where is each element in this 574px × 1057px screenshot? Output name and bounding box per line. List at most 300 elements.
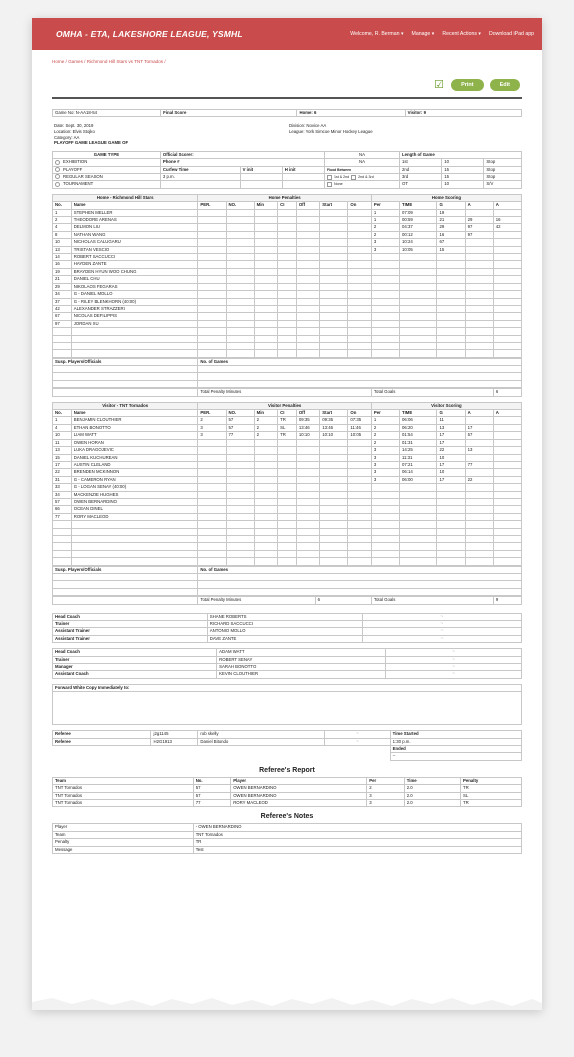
penalty-cell bbox=[296, 528, 319, 535]
penalty-cell bbox=[296, 454, 319, 461]
player-name: BRENDEN MCKINNON bbox=[71, 469, 198, 476]
scoring-cell bbox=[371, 328, 399, 335]
game-type-title: GAME TYPE bbox=[53, 151, 161, 158]
scoring-cell bbox=[371, 484, 399, 491]
home-scoring-title: Home Scoring bbox=[371, 194, 521, 201]
edit-button[interactable]: Edit bbox=[490, 79, 520, 91]
scoring-cell bbox=[399, 535, 437, 542]
col-header: Per bbox=[371, 202, 399, 209]
penalty-cell bbox=[278, 342, 297, 349]
checkmark-icon[interactable]: ☑ bbox=[434, 78, 444, 91]
staff-row bbox=[53, 613, 522, 620]
penalty-cell bbox=[278, 217, 297, 224]
player-number: 11 bbox=[53, 439, 72, 446]
penalty-cell bbox=[296, 231, 319, 238]
visitor-roster-body bbox=[53, 410, 522, 565]
penalty-cell bbox=[320, 506, 348, 513]
penalty-cell bbox=[278, 209, 297, 216]
player-name: DELMON LIU bbox=[71, 224, 198, 231]
penalty-cell bbox=[348, 461, 371, 468]
staff-row bbox=[53, 649, 522, 656]
visitor-total-pim-value: 6 bbox=[315, 597, 371, 604]
player-name: NICHOLAS CALUGARU bbox=[71, 239, 198, 246]
player-name bbox=[71, 335, 198, 342]
player-name bbox=[71, 521, 198, 528]
table-row bbox=[53, 328, 522, 335]
scoring-cell bbox=[371, 543, 399, 550]
staff-name: RICHARD SACCUCCI bbox=[207, 620, 362, 627]
scoring-cell bbox=[399, 328, 437, 335]
player-name: NIKOLAOS FEGARAS bbox=[71, 283, 198, 290]
col-header: On bbox=[348, 202, 371, 209]
player-name: BRAYDEN HYUN WOO CHUNG bbox=[71, 268, 198, 275]
scoring-cell bbox=[371, 261, 399, 268]
penalty-cell bbox=[254, 476, 277, 483]
player-name bbox=[71, 550, 198, 557]
penalty-cell bbox=[226, 313, 254, 320]
player-name: G - DANIEL MOLLO bbox=[71, 291, 198, 298]
note-value: TR bbox=[193, 839, 521, 846]
scoring-cell: 16 bbox=[493, 217, 521, 224]
player-name: HAYDEN ZANTE bbox=[71, 261, 198, 268]
checkbox-icon[interactable] bbox=[327, 182, 332, 187]
note-label: Message bbox=[53, 846, 194, 853]
scoring-cell: 22 bbox=[465, 476, 493, 483]
player-name bbox=[71, 342, 198, 349]
col-header: Min bbox=[254, 202, 277, 209]
penalty-cell bbox=[254, 239, 277, 246]
penalty-cell bbox=[296, 469, 319, 476]
top-nav-bar bbox=[32, 18, 542, 50]
penalty-cell bbox=[320, 521, 348, 528]
table-row bbox=[53, 424, 522, 431]
scoring-cell bbox=[371, 521, 399, 528]
scoring-cell bbox=[465, 268, 493, 275]
scoring-cell: 1 bbox=[371, 217, 399, 224]
scoring-cell bbox=[465, 558, 493, 565]
visitor-penalties-title: Visitor Penalties bbox=[198, 402, 371, 409]
penalty-cell bbox=[198, 268, 226, 275]
col-header: A bbox=[465, 202, 493, 209]
scoring-cell bbox=[437, 276, 465, 283]
scoring-cell bbox=[437, 484, 465, 491]
scoring-cell: 00:12 bbox=[399, 231, 437, 238]
staff-name: SARAH BONOTTO bbox=[217, 663, 386, 670]
scoring-cell: 17 bbox=[437, 461, 465, 468]
penalty-cell bbox=[278, 558, 297, 565]
gametype-playoff[interactable]: PLAYOFF bbox=[53, 166, 161, 173]
scoring-cell bbox=[371, 528, 399, 535]
player-name: G - CAMERON RYAN bbox=[71, 476, 198, 483]
penalty-cell bbox=[296, 342, 319, 349]
penalty-cell bbox=[254, 521, 277, 528]
player-name: BENJAMIN CLOUTHIER bbox=[71, 417, 198, 424]
scoring-cell bbox=[465, 513, 493, 520]
note-value: - OWEN BERNARDINO bbox=[193, 824, 521, 831]
penalty-cell bbox=[348, 268, 371, 275]
nav-menu bbox=[350, 31, 534, 37]
penalty-cell bbox=[320, 484, 348, 491]
scoring-cell bbox=[399, 513, 437, 520]
scoring-cell bbox=[465, 535, 493, 542]
player-number: 1 bbox=[53, 417, 72, 424]
player-name: DANIEL KUCHUREAN bbox=[71, 454, 198, 461]
checkbox-icon[interactable] bbox=[351, 175, 356, 180]
scoring-cell bbox=[371, 291, 399, 298]
penalty-cell bbox=[296, 498, 319, 505]
player-name bbox=[71, 558, 198, 565]
player-number bbox=[53, 558, 72, 565]
player-number: 8 bbox=[53, 231, 72, 238]
penalty-cell bbox=[198, 469, 226, 476]
scoring-cell bbox=[399, 268, 437, 275]
scoring-cell bbox=[465, 550, 493, 557]
scoring-cell bbox=[493, 298, 521, 305]
penalty-cell bbox=[226, 283, 254, 290]
scoring-cell: 3 bbox=[371, 447, 399, 454]
curfew-value: 3 p.m. bbox=[160, 174, 240, 181]
penalty-cell bbox=[320, 298, 348, 305]
scoring-cell bbox=[437, 254, 465, 261]
penalty-cell bbox=[198, 543, 226, 550]
visitor-total-pim: Total Penalty Minutes bbox=[198, 597, 315, 604]
penalty-cell bbox=[226, 350, 254, 357]
player-number: 67 bbox=[53, 313, 72, 320]
radio-icon[interactable] bbox=[55, 160, 60, 165]
time-started-value: 1:30 p.m. bbox=[390, 738, 521, 745]
col-header: Start bbox=[320, 202, 348, 209]
scoring-cell bbox=[371, 491, 399, 498]
nav-recent-actions[interactable]: Recent Actions ▾ bbox=[442, 31, 481, 37]
player-name: RORY MACLEOD bbox=[71, 513, 198, 520]
scoring-cell bbox=[437, 521, 465, 528]
scoring-cell: 07:09 bbox=[399, 209, 437, 216]
penalty-cell bbox=[278, 254, 297, 261]
penalty-cell bbox=[226, 261, 254, 268]
penalty-cell bbox=[278, 498, 297, 505]
scoring-cell bbox=[465, 335, 493, 342]
penalty-cell bbox=[320, 550, 348, 557]
curfew-label: Curfew Time bbox=[160, 166, 240, 173]
table-row bbox=[53, 792, 522, 799]
home-team-title: Home - Richmond Hill Stars bbox=[53, 194, 198, 201]
col-header: Off bbox=[296, 410, 319, 417]
scoring-cell: 2 bbox=[371, 231, 399, 238]
table-row bbox=[53, 320, 522, 327]
official-scorer-label: Official Scorer: bbox=[160, 151, 324, 158]
home-total-goals-value: 6 bbox=[493, 389, 521, 396]
table-row bbox=[53, 469, 522, 476]
penalty-cell bbox=[278, 313, 297, 320]
scoring-cell bbox=[437, 558, 465, 565]
scoring-cell bbox=[493, 469, 521, 476]
penalty-cell bbox=[348, 320, 371, 327]
scoring-cell bbox=[399, 543, 437, 550]
penalty-cell bbox=[320, 498, 348, 505]
scoring-cell bbox=[465, 417, 493, 424]
report-cell: TR bbox=[460, 800, 521, 807]
player-number bbox=[53, 328, 72, 335]
penalty-cell bbox=[348, 239, 371, 246]
scoring-cell bbox=[493, 276, 521, 283]
table-row bbox=[53, 824, 522, 831]
penalty-cell bbox=[226, 558, 254, 565]
player-name bbox=[71, 328, 198, 335]
col-header: Team bbox=[53, 777, 194, 784]
penalty-cell bbox=[278, 491, 297, 498]
penalty-cell bbox=[198, 521, 226, 528]
penalty-cell bbox=[254, 342, 277, 349]
penalty-cell: TR bbox=[278, 417, 297, 424]
phone-value: NA bbox=[324, 159, 399, 166]
penalty-cell bbox=[254, 328, 277, 335]
penalty-cell bbox=[198, 276, 226, 283]
scoring-cell bbox=[371, 320, 399, 327]
print-button[interactable]: Print bbox=[451, 79, 484, 91]
table-row bbox=[53, 217, 522, 224]
gametype-regular-season[interactable]: REGULAR SEASON bbox=[53, 174, 161, 181]
table-row bbox=[53, 785, 522, 792]
scoring-cell: 67 bbox=[437, 239, 465, 246]
penalty-cell bbox=[320, 535, 348, 542]
penalty-cell bbox=[278, 521, 297, 528]
scoring-cell bbox=[399, 320, 437, 327]
penalty-cell bbox=[348, 506, 371, 513]
penalty-cell bbox=[254, 491, 277, 498]
player-number: 10 bbox=[53, 239, 72, 246]
penalty-cell bbox=[278, 350, 297, 357]
scoring-cell: 3 bbox=[371, 246, 399, 253]
staff-role: Trainer bbox=[53, 656, 217, 663]
game-no: Game No: N-AA18-54 bbox=[53, 110, 161, 117]
player-name: TRISTAN VESCIO bbox=[71, 246, 198, 253]
scoring-cell: 10 bbox=[437, 454, 465, 461]
scoring-cell bbox=[437, 320, 465, 327]
scoring-cell bbox=[493, 528, 521, 535]
penalty-cell: 07:35 bbox=[348, 417, 371, 424]
report-cell: 2 bbox=[367, 785, 405, 792]
col-header: Name bbox=[71, 202, 198, 209]
penalty-cell bbox=[198, 506, 226, 513]
nav-manage[interactable]: Manage ▾ bbox=[411, 31, 435, 37]
checkbox-icon[interactable] bbox=[327, 175, 332, 180]
scoring-cell: 3 bbox=[371, 469, 399, 476]
scoring-cell bbox=[437, 328, 465, 335]
penalty-cell bbox=[254, 254, 277, 261]
scoring-cell bbox=[493, 550, 521, 557]
scoring-cell: 10:24 bbox=[399, 239, 437, 246]
scoring-cell bbox=[465, 454, 493, 461]
scoring-cell bbox=[399, 558, 437, 565]
scoring-cell: 3 bbox=[371, 454, 399, 461]
scoring-cell bbox=[371, 298, 399, 305]
game-division: Division: Novice AA bbox=[289, 123, 327, 129]
penalty-cell bbox=[226, 231, 254, 238]
penalty-cell bbox=[278, 305, 297, 312]
penalty-cell bbox=[226, 550, 254, 557]
scoring-cell bbox=[465, 298, 493, 305]
staff-role: Assistant Trainer bbox=[53, 635, 208, 642]
scoring-cell bbox=[399, 291, 437, 298]
staff-row bbox=[53, 635, 522, 642]
radio-icon[interactable] bbox=[55, 182, 60, 187]
penalty-cell bbox=[254, 276, 277, 283]
penalty-cell bbox=[226, 328, 254, 335]
breadcrumb[interactable]: Home / Games / Richmond Hill Stars vs TNT Tornados / bbox=[52, 59, 166, 64]
game-date: Date: Sept. 30, 2019 bbox=[54, 123, 94, 129]
col-header: CI bbox=[278, 410, 297, 417]
radio-icon[interactable] bbox=[55, 174, 60, 179]
report-cell: 77 bbox=[193, 800, 231, 807]
scoring-cell bbox=[437, 506, 465, 513]
report-cell: 57 bbox=[193, 785, 231, 792]
player-name: THEODORE ARENAS bbox=[71, 217, 198, 224]
penalty-cell bbox=[296, 543, 319, 550]
penalty-cell: 09:35 bbox=[320, 417, 348, 424]
table-row bbox=[53, 528, 522, 535]
table-row bbox=[53, 800, 522, 807]
penalty-cell bbox=[320, 461, 348, 468]
col-header: Player bbox=[231, 777, 367, 784]
visitor-scoring-title: Visitor Scoring bbox=[371, 402, 521, 409]
table-row bbox=[53, 432, 522, 439]
penalty-cell bbox=[226, 491, 254, 498]
penalty-cell bbox=[226, 528, 254, 535]
penalty-cell bbox=[320, 543, 348, 550]
scoring-cell bbox=[371, 283, 399, 290]
penalty-cell bbox=[198, 231, 226, 238]
penalty-cell bbox=[198, 439, 226, 446]
penalty-cell bbox=[278, 484, 297, 491]
nav-download-ipad[interactable]: Download iPad app bbox=[489, 31, 534, 37]
penalty-cell: 10:10 bbox=[296, 432, 319, 439]
scoring-cell bbox=[493, 328, 521, 335]
scoring-cell: 01:54 bbox=[399, 432, 437, 439]
penalty-cell bbox=[254, 498, 277, 505]
penalty-cell bbox=[296, 521, 319, 528]
penalty-cell bbox=[320, 231, 348, 238]
player-number bbox=[53, 521, 72, 528]
penalty-cell bbox=[320, 224, 348, 231]
scoring-cell bbox=[399, 313, 437, 320]
radio-icon[interactable] bbox=[55, 167, 60, 172]
penalty-cell: TR bbox=[278, 432, 297, 439]
penalty-cell bbox=[254, 469, 277, 476]
note-label: Player bbox=[53, 824, 194, 831]
penalty-cell bbox=[198, 535, 226, 542]
scoring-cell: 16 bbox=[437, 231, 465, 238]
forward-note: Forward White Copy Immediately to: bbox=[53, 684, 522, 691]
time-ended-label: Ended bbox=[390, 745, 521, 752]
penalty-cell bbox=[198, 328, 226, 335]
scoring-cell bbox=[493, 484, 521, 491]
penalty-cell bbox=[254, 543, 277, 550]
scoring-cell: 15 bbox=[437, 246, 465, 253]
penalty-cell bbox=[226, 239, 254, 246]
table-row bbox=[53, 291, 522, 298]
game-info bbox=[52, 123, 522, 145]
penalty-cell bbox=[226, 513, 254, 520]
penalty-cell bbox=[198, 283, 226, 290]
score-header-table bbox=[52, 109, 522, 117]
penalty-cell bbox=[320, 513, 348, 520]
time-started-label: Time Started bbox=[390, 731, 521, 738]
scoring-cell: 57 bbox=[465, 432, 493, 439]
player-number: 13 bbox=[53, 447, 72, 454]
gametype-exhibition[interactable]: EXHIBITION bbox=[53, 159, 161, 166]
brand-title[interactable]: OMHA - ETA, LAKESHORE LEAGUE, YSMHL bbox=[56, 29, 243, 39]
penalty-cell bbox=[226, 320, 254, 327]
scoring-cell bbox=[493, 543, 521, 550]
home-roster-table bbox=[52, 194, 522, 358]
scoring-cell bbox=[465, 283, 493, 290]
penalty-cell bbox=[296, 439, 319, 446]
scoring-cell: 3 bbox=[371, 239, 399, 246]
penalty-cell bbox=[296, 484, 319, 491]
penalty-cell bbox=[296, 476, 319, 483]
scoring-cell bbox=[437, 305, 465, 312]
penalty-cell bbox=[296, 506, 319, 513]
penalty-cell bbox=[254, 350, 277, 357]
scoring-cell bbox=[493, 291, 521, 298]
table-row bbox=[53, 298, 522, 305]
penalty-cell bbox=[278, 328, 297, 335]
scoring-cell bbox=[371, 335, 399, 342]
player-name: AUSTIN CLELAND bbox=[71, 461, 198, 468]
penalty-cell bbox=[320, 276, 348, 283]
scoring-cell: 2 bbox=[371, 224, 399, 231]
player-number: 16 bbox=[53, 261, 72, 268]
staff-role: Manager bbox=[53, 663, 217, 670]
game-sheet-card bbox=[32, 18, 542, 1010]
col-header: TIME bbox=[399, 410, 437, 417]
table-row bbox=[53, 439, 522, 446]
table-row bbox=[53, 261, 522, 268]
scoring-cell bbox=[493, 313, 521, 320]
scoring-cell: 97 bbox=[465, 224, 493, 231]
scoring-cell: 2 bbox=[371, 424, 399, 431]
player-number bbox=[53, 528, 72, 535]
table-row bbox=[53, 839, 522, 846]
nav-welcome[interactable]: Welcome, R. Berman ▾ bbox=[350, 31, 404, 37]
gametype-tournament[interactable]: TOURNAMENT bbox=[53, 181, 161, 188]
scoring-cell bbox=[371, 550, 399, 557]
penalty-cell bbox=[278, 513, 297, 520]
player-name: OCEAN DINEL bbox=[71, 506, 198, 513]
penalty-cell bbox=[296, 558, 319, 565]
note-label: Team bbox=[53, 831, 194, 838]
penalty-cell bbox=[320, 476, 348, 483]
col-header: NO. bbox=[226, 410, 254, 417]
referee-notes-title: Referee's Notes bbox=[260, 813, 314, 821]
scoring-cell: 07:21 bbox=[399, 461, 437, 468]
penalty-cell bbox=[198, 335, 226, 342]
col-header: No. bbox=[53, 202, 72, 209]
signature: ~ bbox=[362, 613, 521, 620]
scoring-cell bbox=[465, 342, 493, 349]
staff-row bbox=[53, 628, 522, 635]
table-row bbox=[53, 239, 522, 246]
penalty-cell bbox=[198, 350, 226, 357]
penalty-cell bbox=[348, 476, 371, 483]
penalty-cell bbox=[226, 298, 254, 305]
penalty-cell: 13:46 bbox=[320, 424, 348, 431]
player-number: 77 bbox=[53, 513, 72, 520]
penalty-cell bbox=[198, 491, 226, 498]
scoring-cell bbox=[399, 283, 437, 290]
penalty-cell bbox=[348, 350, 371, 357]
col-header: Per bbox=[371, 410, 399, 417]
